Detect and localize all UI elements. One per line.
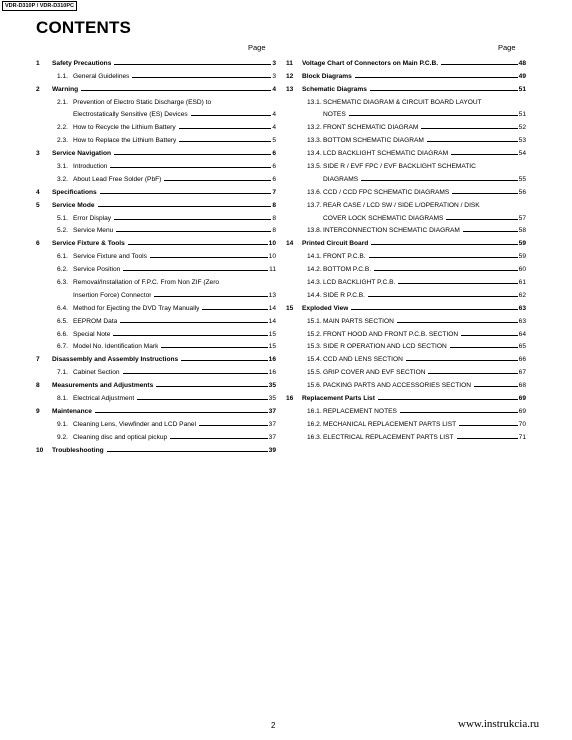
toc-leader	[98, 206, 272, 207]
toc-entry[interactable]	[286, 196, 526, 209]
toc-entry-number: 15.2.	[307, 330, 322, 338]
toc-entry-title: Service Position	[73, 266, 121, 274]
toc-entry-number: 16	[286, 395, 294, 403]
toc-entry-page: 6	[272, 163, 276, 171]
toc-entry[interactable]	[286, 273, 526, 286]
toc-entry-title: EEPROM Data	[73, 317, 118, 325]
toc-entry[interactable]	[36, 209, 276, 222]
toc-column-left	[36, 54, 276, 454]
toc-entry-title: Method for Ejecting the DVD Tray Manually	[73, 304, 200, 312]
toc-leader	[137, 399, 267, 400]
toc-leader	[164, 180, 271, 181]
toc-leader	[161, 347, 267, 348]
toc-entry-number: 4	[36, 188, 40, 196]
toc-entry-page: 61	[518, 279, 526, 287]
toc-entry-page: 35	[268, 382, 276, 390]
toc-entry-title: Service Fixture & Tools	[52, 240, 125, 248]
toc-entry-page: 58	[518, 227, 526, 235]
toc-entry-number: 6.4.	[57, 304, 68, 312]
toc-leader	[116, 231, 271, 232]
toc-entry-page: 59	[518, 240, 526, 248]
page-title: CONTENTS	[36, 18, 132, 37]
toc-entry-number: 6.3.	[57, 279, 68, 287]
toc-entry-page: 48	[518, 59, 526, 67]
toc-entry-title: SIDE R P.C.B.	[323, 291, 366, 299]
toc-entry-page: 37	[268, 407, 276, 415]
toc-entry[interactable]	[36, 222, 276, 235]
toc-entry[interactable]	[286, 247, 526, 260]
toc-entry-title: Specifications	[52, 188, 97, 196]
toc-entry-number: 6.5.	[57, 317, 68, 325]
toc-leader	[427, 141, 518, 142]
toc-leader	[463, 231, 518, 232]
toc-entry[interactable]	[36, 350, 276, 363]
toc-leader	[199, 425, 268, 426]
toc-entry-number: 15	[286, 304, 294, 312]
toc-entry[interactable]	[36, 325, 276, 338]
toc-entry[interactable]	[36, 402, 276, 415]
toc-entry-number: 13.6.	[307, 188, 322, 196]
toc-entry[interactable]	[36, 118, 276, 131]
toc-entry-page: 8	[272, 227, 276, 235]
toc-entry[interactable]	[286, 222, 526, 235]
toc-entry-title: Replacement Parts List	[302, 395, 375, 403]
toc-entry[interactable]	[36, 376, 276, 389]
toc-entry-page: 3	[272, 59, 276, 67]
toc-leader	[459, 425, 518, 426]
toc-entry-title: Cleaning disc and optical pickup	[73, 433, 168, 441]
model-label: VDR-D310P / VDR-D310PC	[2, 1, 77, 11]
toc-entry[interactable]	[36, 312, 276, 325]
toc-entry[interactable]	[286, 402, 526, 415]
toc-entry[interactable]	[36, 247, 276, 260]
toc-entry-title: How to Replace the Lithium Battery	[73, 137, 177, 145]
toc-entry-number: 5	[36, 201, 40, 209]
toc-entry[interactable]	[36, 286, 276, 299]
toc-entry-number: 15.1.	[307, 317, 322, 325]
toc-entry-number: 3	[36, 150, 40, 158]
toc-entry[interactable]	[36, 196, 276, 209]
toc-entry-page: 4	[272, 111, 276, 119]
toc-entry-number: 12	[286, 72, 294, 80]
toc-entry-title: About Lead Free Solder (PbF)	[73, 175, 162, 183]
toc-entry-page: 37	[268, 433, 276, 441]
toc-entry-title: ELECTRICAL REPLACEMENT PARTS LIST	[323, 433, 454, 441]
toc-entry-number: 5.2.	[57, 227, 68, 235]
toc-entry-number: 11	[286, 59, 293, 67]
toc-leader	[421, 128, 517, 129]
toc-leader	[123, 373, 268, 374]
toc-entry[interactable]	[286, 376, 526, 389]
toc-entry-title: Voltage Chart of Connectors on Main P.C.B.	[302, 59, 439, 67]
toc-entry-title: Schematic Diagrams	[302, 85, 367, 93]
toc-entry[interactable]	[286, 428, 526, 441]
toc-entry-title: Special Note	[73, 330, 111, 338]
toc-entry-title: INTERCONNECTION SCHEMATIC DIAGRAM	[323, 227, 460, 235]
toc-entry[interactable]	[286, 363, 526, 376]
toc-entry-title: NOTES	[323, 111, 346, 119]
toc-entry-page: 65	[518, 343, 526, 351]
toc-entry[interactable]	[286, 54, 526, 67]
toc-entry-page: 63	[518, 317, 526, 325]
toc-entry-number: 13.1.	[307, 98, 322, 106]
toc-leader	[349, 115, 518, 116]
toc-entry-title: Electrostatically Sensitive (ES) Devices	[73, 111, 188, 119]
toc-leader	[154, 296, 267, 297]
toc-entry[interactable]	[36, 441, 276, 454]
toc-entry[interactable]	[286, 118, 526, 131]
toc-entry[interactable]	[36, 234, 276, 247]
toc-entry[interactable]	[36, 428, 276, 441]
toc-entry[interactable]	[36, 144, 276, 157]
toc-entry-number: 14.4.	[307, 291, 322, 299]
toc-entry[interactable]	[286, 312, 526, 325]
toc-leader	[371, 244, 517, 245]
toc-entry-number: 16.3.	[307, 433, 322, 441]
toc-entry[interactable]	[36, 131, 276, 144]
toc-entry-title: Service Navigation	[52, 150, 112, 158]
toc-entry-number: 6.6.	[57, 330, 68, 338]
toc-entry-number: 9.2.	[57, 433, 68, 441]
toc-entry-title: MAIN PARTS SECTION	[323, 317, 394, 325]
toc-entry-page: 68	[518, 382, 526, 390]
toc-entry-page: 62	[518, 291, 526, 299]
toc-entry-title: Error Display	[73, 214, 112, 222]
toc-entry-number: 8	[36, 382, 40, 390]
toc-entry-page: 53	[518, 137, 526, 145]
toc-entry-number: 16.2.	[307, 420, 322, 428]
toc-entry-title: Measurements and Adjustments	[52, 382, 154, 390]
toc-entry-number: 13.7.	[307, 201, 322, 209]
toc-entry-title: PACKING PARTS AND ACCESSORIES SECTION	[323, 382, 472, 390]
toc-entry-page: 51	[518, 85, 526, 93]
toc-entry-number: 13.8.	[307, 227, 322, 235]
toc-entry-page: 8	[272, 201, 276, 209]
toc-leader	[202, 309, 267, 310]
toc-leader	[181, 360, 267, 361]
toc-entry-title: Introduction	[73, 163, 108, 171]
toc-leader	[351, 309, 517, 310]
toc-entry-title: Removal/Installation of F.P.C. From Non ZIF (Zero	[73, 279, 220, 287]
toc-entry[interactable]	[286, 389, 526, 402]
toc-entry-title: Service Mode	[52, 201, 95, 209]
toc-leader	[368, 296, 518, 297]
toc-entry-title: FRONT P.C.B.	[323, 253, 366, 261]
toc-entry-number: 13.5.	[307, 163, 322, 171]
toc-entry-number: 14	[286, 240, 294, 248]
toc-entry-page: 6	[272, 150, 276, 158]
toc-leader	[128, 244, 268, 245]
toc-entry[interactable]	[36, 106, 276, 119]
toc-entry[interactable]	[36, 338, 276, 351]
toc-entry-title: LCD BACKLIGHT P.C.B.	[323, 279, 396, 287]
toc-entry-page: 14	[268, 304, 276, 312]
toc-entry-title: FRONT HOOD AND FRONT P.C.B. SECTION	[323, 330, 459, 338]
toc-leader	[450, 347, 518, 348]
toc-leader	[191, 115, 272, 116]
toc-entry-number: 5.1.	[57, 214, 68, 222]
toc-entry-page: 14	[268, 317, 276, 325]
toc-entry-page: 11	[269, 266, 276, 274]
toc-entry-title: LCD BACKLIGHT SCHEMATIC DIAGRAM	[323, 150, 449, 158]
toc-leader	[355, 77, 518, 78]
toc-entry-title: Maintenance	[52, 407, 92, 415]
toc-entry[interactable]	[36, 260, 276, 273]
toc-leader	[95, 412, 268, 413]
toc-leader	[120, 322, 267, 323]
toc-entry[interactable]	[286, 131, 526, 144]
toc-entry-page: 57	[518, 214, 526, 222]
toc-entry[interactable]	[36, 363, 276, 376]
toc-entry-number: 8.1.	[57, 395, 68, 403]
toc-entry-page: 70	[518, 420, 526, 428]
toc-leader	[361, 180, 517, 181]
toc-entry-title: Cleaning Lens, Viewfinder and LCD Panel	[73, 420, 197, 428]
toc-leader	[114, 64, 271, 65]
toc-entry-number: 1	[36, 59, 40, 67]
toc-entry-number: 15.5.	[307, 369, 322, 377]
toc-entry-number: 3.2.	[57, 175, 68, 183]
toc-entry-title: GRIP COVER AND EVF SECTION	[323, 369, 426, 377]
toc-entry-title: Warning	[52, 85, 79, 93]
toc-entry-number: 13.4.	[307, 150, 322, 158]
toc-entry-title: Safety Precautions	[52, 59, 112, 67]
toc-entry-title: SCHEMATIC DIAGRAM & CIRCUIT BOARD LAYOUT	[323, 98, 482, 106]
toc-entry[interactable]	[286, 286, 526, 299]
toc-leader	[441, 64, 518, 65]
toc-entry-number: 16.1.	[307, 407, 322, 415]
toc-entry-page: 15	[268, 343, 276, 351]
toc-leader	[397, 322, 518, 323]
toc-entry-number: 2.1.	[57, 98, 68, 106]
toc-entry-number: 2	[36, 85, 40, 93]
page-column-header-right: Page	[498, 43, 516, 52]
toc-entry[interactable]	[36, 415, 276, 428]
toc-entry-page: 39	[268, 446, 276, 454]
toc-entry-number: 9	[36, 407, 40, 415]
toc-entry-page: 8	[272, 214, 276, 222]
toc-entry-title: Electrical Adjustment	[73, 395, 135, 403]
toc-entry-page: 4	[272, 124, 276, 132]
toc-entry-title: Model No. Identification Mark	[73, 343, 159, 351]
toc-entry-title: Insertion Force) Connector	[73, 291, 152, 299]
toc-entry-page: 15	[268, 330, 276, 338]
toc-entry-number: 7.1.	[57, 369, 68, 377]
toc-entry[interactable]	[36, 273, 276, 286]
toc-entry-number: 6	[36, 240, 40, 248]
toc-entry-page: 3	[272, 72, 276, 80]
toc-entry-title: General Guidelines	[73, 72, 130, 80]
toc-entry[interactable]	[286, 209, 526, 222]
toc-entry-page: 10	[268, 253, 276, 261]
toc-entry-page: 66	[518, 356, 526, 364]
toc-entry-number: 13.3.	[307, 137, 322, 145]
toc-entry-page: 64	[518, 330, 526, 338]
toc-entry-title: CCD / CCD FPC SCHEMATIC DIAGRAMS	[323, 188, 450, 196]
toc-entry-title: Exploded View	[302, 304, 349, 312]
toc-entry-page: 59	[518, 253, 526, 261]
toc-leader	[474, 386, 518, 387]
toc-entry-title: BOTTOM P.C.B.	[323, 266, 372, 274]
toc-leader	[110, 167, 271, 168]
toc-entry[interactable]	[286, 260, 526, 273]
toc-entry-number: 15.4.	[307, 356, 322, 364]
toc-leader	[100, 193, 272, 194]
toc-entry[interactable]	[286, 350, 526, 363]
toc-leader	[150, 257, 268, 258]
toc-entry-page: 13	[268, 291, 276, 299]
toc-leader	[406, 360, 518, 361]
toc-entry[interactable]	[286, 157, 526, 170]
toc-entry[interactable]	[36, 389, 276, 402]
toc-leader	[370, 90, 518, 91]
toc-leader	[132, 77, 271, 78]
toc-leader	[170, 438, 267, 439]
toc-entry-title: Printed Circuit Board	[302, 240, 369, 248]
toc-entry-title: Prevention of Electro Static Discharge (ESD) to	[73, 98, 212, 106]
toc-entry[interactable]	[36, 93, 276, 106]
toc-entry-title: Disassembly and Assembly Instructions	[52, 356, 179, 364]
toc-entry[interactable]	[36, 67, 276, 80]
toc-entry-page: 55	[518, 175, 526, 183]
toc-entry-page: 60	[518, 266, 526, 274]
toc-entry-title: How to Recycle the Lithium Battery	[73, 124, 176, 132]
toc-entry[interactable]	[286, 80, 526, 93]
toc-entry-number: 15.3.	[307, 343, 322, 351]
toc-entry-page: 10	[268, 240, 276, 248]
toc-entry-page: 67	[518, 369, 526, 377]
toc-entry-title: REPLACEMENT NOTES	[323, 407, 397, 415]
toc-entry[interactable]	[36, 157, 276, 170]
toc-leader	[446, 219, 517, 220]
toc-entry-page: 16	[268, 369, 276, 377]
toc-entry-number: 3.1.	[57, 163, 68, 171]
toc-entry-number: 14.2.	[307, 266, 322, 274]
toc-entry-page: 4	[272, 85, 276, 93]
toc-entry-number: 13	[286, 85, 294, 93]
toc-entry-page: 5	[272, 137, 276, 145]
toc-leader	[400, 412, 518, 413]
toc-entry[interactable]	[36, 54, 276, 67]
toc-entry-number: 9.1.	[57, 420, 68, 428]
toc-entry-number: 6.1.	[57, 253, 68, 261]
toc-entry-number: 15.6.	[307, 382, 322, 390]
toc-entry-title: REAR CASE / LCD SW / SIDE L/OPERATION / DISK	[323, 201, 480, 209]
toc-leader	[156, 386, 267, 387]
toc-leader	[428, 373, 517, 374]
toc-entry[interactable]	[36, 170, 276, 183]
toc-entry-title: SIDE R OPERATION AND LCD SECTION	[323, 343, 447, 351]
toc-leader	[179, 141, 271, 142]
toc-entry-number: 10	[36, 446, 44, 454]
toc-entry-page: 6	[272, 175, 276, 183]
toc-entry-number: 14.1.	[307, 253, 322, 261]
toc-entry-number: 6.2.	[57, 266, 68, 274]
toc-entry-page: 35	[268, 395, 276, 403]
toc-entry-title: FRONT SCHEMATIC DIAGRAM	[323, 124, 419, 132]
toc-leader	[398, 283, 517, 284]
site-watermark: www.instrukcia.ru	[458, 718, 540, 730]
toc-leader	[107, 451, 268, 452]
toc-entry-title: Troubleshooting	[52, 446, 104, 454]
toc-leader	[457, 438, 518, 439]
toc-entry[interactable]	[36, 183, 276, 196]
toc-entry-page: 51	[518, 111, 526, 119]
toc-entry-title: DIAGRAMS	[323, 175, 359, 183]
toc-entry-page: 54	[518, 150, 526, 158]
toc-leader	[451, 154, 518, 155]
toc-entry[interactable]	[286, 144, 526, 157]
toc-leader	[461, 335, 517, 336]
toc-leader	[369, 257, 518, 258]
toc-entry-number: 7	[36, 356, 40, 364]
toc-entry[interactable]	[286, 93, 526, 106]
toc-entry-page: 71	[518, 433, 526, 441]
toc-entry[interactable]	[286, 234, 526, 247]
toc-leader	[179, 128, 272, 129]
toc-leader	[114, 154, 271, 155]
toc-entry-title: Block Diagrams	[302, 72, 352, 80]
toc-entry-page: 37	[268, 420, 276, 428]
toc-leader	[374, 270, 518, 271]
toc-entry[interactable]	[286, 106, 526, 119]
toc-entry[interactable]	[36, 80, 276, 93]
toc-entry-number: 14.3.	[307, 279, 322, 287]
toc-entry-title: CCD AND LENS SECTION	[323, 356, 403, 364]
toc-entry-number: 2.3.	[57, 137, 68, 145]
toc-entry-title: COVER LOCK SCHEMATIC DIAGRAMS	[323, 214, 444, 222]
toc-entry-page: 69	[518, 395, 526, 403]
toc-entry-title: MECHANICAL REPLACEMENT PARTS LIST	[323, 420, 457, 428]
toc-entry[interactable]	[286, 325, 526, 338]
toc-entry-title: SIDE R / EVF FPC / EVF BACKLIGHT SCHEMATIC	[323, 163, 476, 171]
toc-entry-page: 56	[518, 188, 526, 196]
page-column-header-left: Page	[248, 43, 266, 52]
toc-entry-title: Service Menu	[73, 227, 114, 235]
toc-entry-number: 2.2.	[57, 124, 68, 132]
toc-entry[interactable]	[286, 183, 526, 196]
toc-entry-page: 16	[268, 356, 276, 364]
toc-entry-number: 6.7.	[57, 343, 68, 351]
toc-leader	[123, 270, 268, 271]
toc-entry-page: 7	[272, 188, 276, 196]
toc-entry-title: Cabinet Section	[73, 369, 120, 377]
toc-entry[interactable]	[286, 67, 526, 80]
toc-leader	[81, 90, 271, 91]
toc-entry-page: 69	[518, 407, 526, 415]
page-number: 2	[271, 721, 276, 730]
toc-leader	[114, 219, 271, 220]
toc-entry-title: BOTTOM SCHEMATIC DIAGRAM	[323, 137, 424, 145]
toc-entry-title: Service Fixture and Tools	[73, 253, 147, 261]
toc-entry-page: 52	[518, 124, 526, 132]
toc-entry[interactable]	[286, 299, 526, 312]
toc-leader	[113, 335, 267, 336]
toc-entry[interactable]	[36, 299, 276, 312]
toc-entry-page: 63	[518, 304, 526, 312]
toc-leader	[378, 399, 518, 400]
toc-leader	[452, 193, 517, 194]
toc-entry-page: 49	[518, 72, 526, 80]
toc-entry-number: 13.2.	[307, 124, 322, 132]
toc-entry[interactable]	[286, 415, 526, 428]
toc-entry[interactable]	[286, 170, 526, 183]
toc-entry-number: 1.1.	[57, 72, 68, 80]
toc-column-right	[286, 54, 526, 441]
toc-entry[interactable]	[286, 338, 526, 351]
